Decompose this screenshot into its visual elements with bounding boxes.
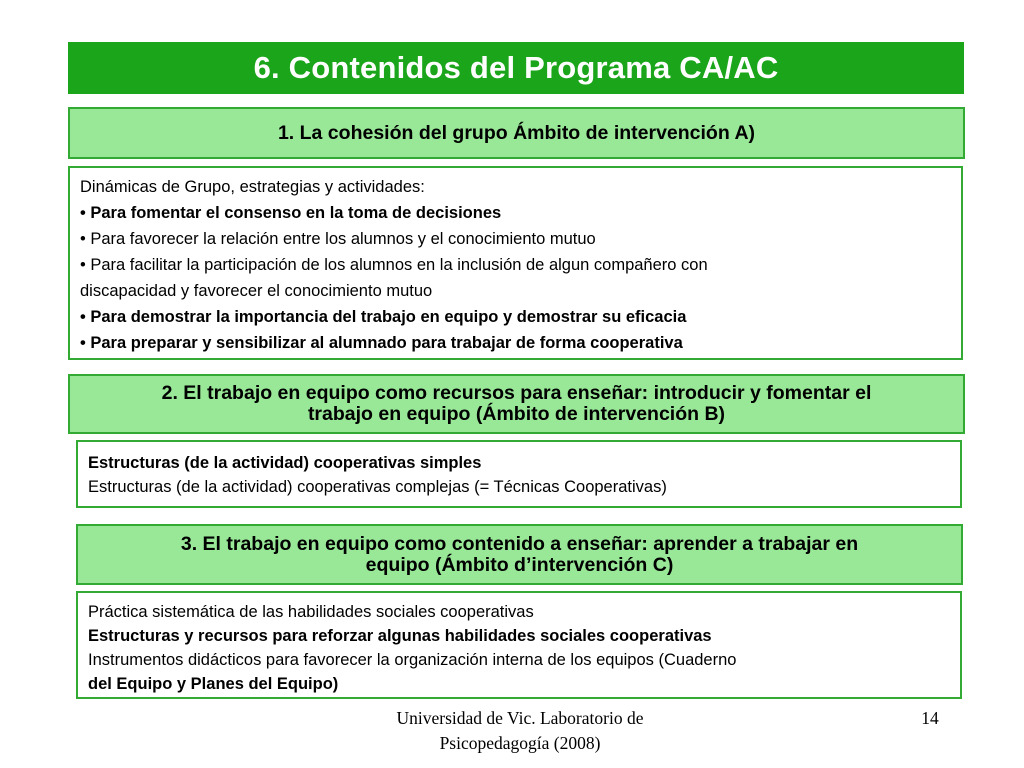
section3-line-2: Estructuras y recursos para reforzar algunas habilidades sociales cooperativas bbox=[88, 627, 712, 645]
footer-line-1: Universidad de Vic. Laboratorio de bbox=[396, 708, 644, 728]
section2-content-box bbox=[76, 440, 962, 508]
page-number: 14 bbox=[921, 708, 939, 728]
section2-heading-line2: trabajo en equipo (Ámbito de intervención B) bbox=[307, 403, 726, 425]
section2-line-1: Estructuras (de la actividad) cooperativas simples bbox=[88, 454, 482, 472]
section1-content-box bbox=[68, 166, 963, 360]
section1-heading-box bbox=[68, 107, 965, 159]
section2-heading-box bbox=[68, 374, 965, 434]
section1-heading: 1. La cohesión del grupo Ámbito de intervención A) bbox=[277, 121, 756, 144]
footer-source bbox=[330, 706, 710, 756]
section1-bullet-2: • Para favorecer la relación entre los alumnos y el conocimiento mutuo bbox=[80, 230, 596, 248]
section3-content-box bbox=[76, 591, 962, 699]
footer-line-2: Psicopedagogía (2008) bbox=[439, 733, 601, 753]
section1-bullet-3: • Para facilitar la participación de los alumnos en la inclusión de algun compañero con bbox=[80, 256, 708, 274]
section2-heading-line1: 2. El trabajo en equipo como recursos para enseñar: introducir y fomentar el bbox=[161, 382, 872, 404]
section1-line-intro: Dinámicas de Grupo, estrategias y actividades: bbox=[80, 178, 425, 196]
title-banner bbox=[68, 42, 964, 94]
section1-bullet-1: • Para fomentar el consenso en la toma de decisiones bbox=[80, 204, 502, 222]
section1-bullet-3-cont: discapacidad y favorecer el conocimiento mutuo bbox=[80, 282, 433, 300]
section3-line-1: Práctica sistemática de las habilidades sociales cooperativas bbox=[88, 603, 534, 621]
section3-heading-box bbox=[76, 524, 963, 585]
section3-heading-line1: 3. El trabajo en equipo como contenido a enseñar: aprender a trabajar en bbox=[180, 532, 859, 555]
slide-title: 6. Contenidos del Programa CA/AC bbox=[253, 50, 779, 85]
section3-line-3: Instrumentos didácticos para favorecer la organización interna de los equipos (Cuaderno bbox=[88, 651, 737, 669]
section1-bullet-5: • Para preparar y sensibilizar al alumnado para trabajar de forma cooperativa bbox=[80, 334, 683, 352]
section2-line-2: Estructuras (de la actividad) cooperativas complejas (= Técnicas Cooperativas) bbox=[88, 478, 667, 496]
section1-bullet-4: • Para demostrar la importancia del trabajo en equipo y demostrar su eficacia bbox=[80, 308, 687, 326]
section3-line-4: del Equipo y Planes del Equipo) bbox=[88, 675, 339, 693]
section3-heading-line2: equipo (Ámbito d’intervención C) bbox=[365, 553, 674, 576]
